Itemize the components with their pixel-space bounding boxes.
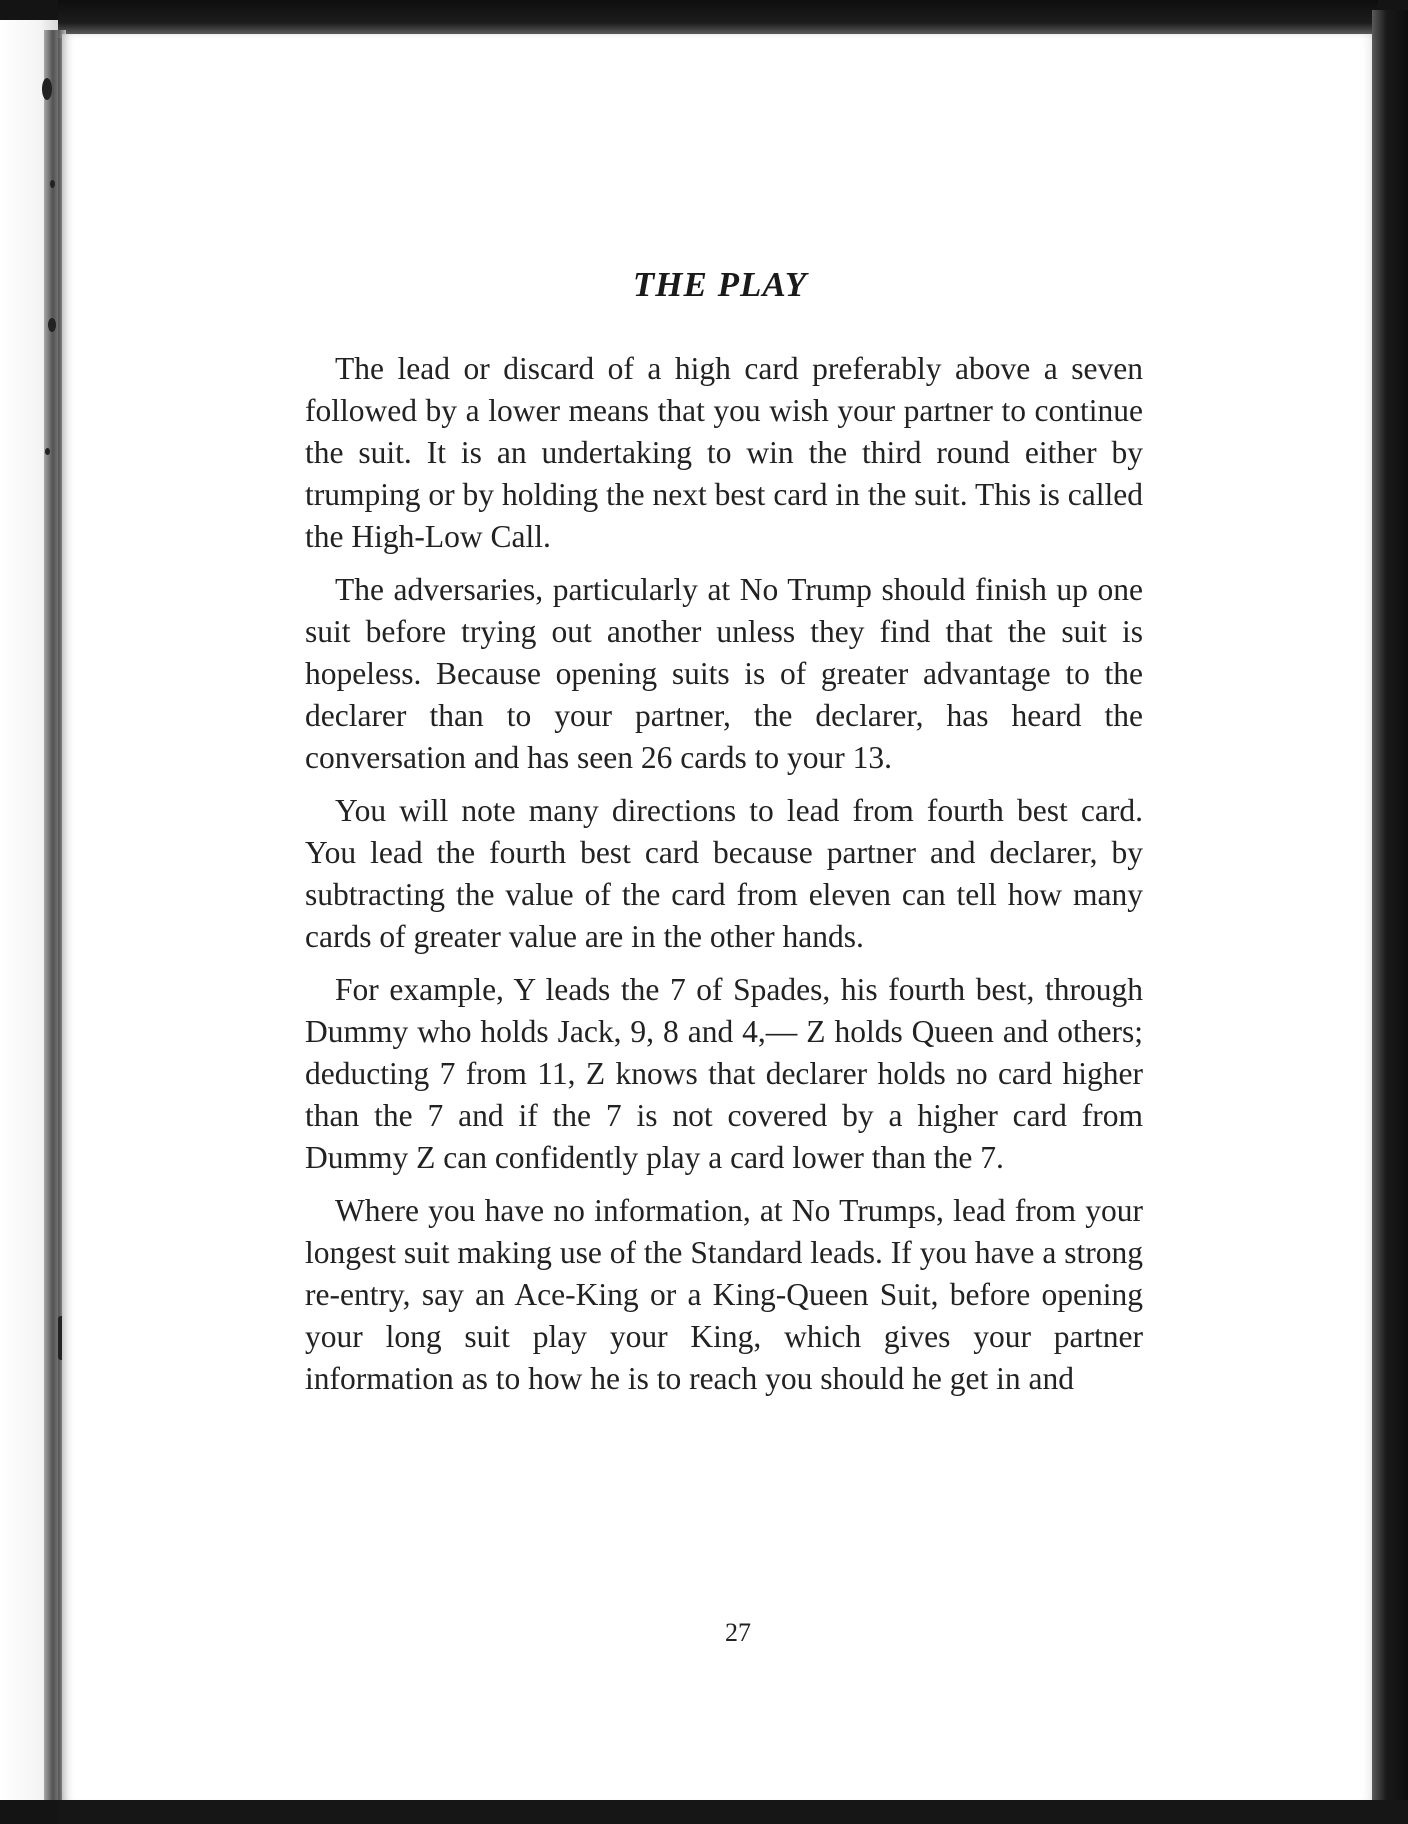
page-number: 27: [725, 1618, 751, 1647]
chapter-heading: THE PLAY: [632, 265, 808, 304]
scan-speck: [45, 448, 50, 455]
paragraph: The adversaries, particularly at No Trump should finish up one suit before trying out another unless they find that the suit is hopeless. Because opening suits is of greater advantage to the declarer than to your partner, the declarer, has heard the conversation and has seen 26 cards to your 13.: [305, 572, 1143, 775]
paragraph: For example, Y leads the 7 of Spades, his fourth best, through Dummy who holds Jack, 9, 8 and 4,— Z holds Queen and others; deducting 7 from 11, Z knows that declarer holds no card higher than the 7 and if the 7 is not covered by a higher card from Dummy Z can confidently play a card lower than the 7.: [305, 972, 1143, 1175]
scan-speck: [50, 180, 55, 188]
paragraph: You will note many directions to lead from fourth best card. You lead the fourth best card because partner and declarer, by subtracting the value of the card from eleven can tell how many cards of greater value are in the other hands.: [305, 793, 1143, 954]
paragraph: Where you have no information, at No Trumps, lead from your longest suit making use of the Standard leads. If you have a strong re-entry, say an Ace-King or a King-Queen Suit, before opening your long suit play your King, which gives your partner information as to how he is to reach you should he get in and: [305, 1193, 1143, 1396]
scan-speck: [48, 318, 56, 332]
scan-bottom-border: [58, 1800, 1408, 1824]
scan-speck: [42, 78, 52, 100]
scan-top-border: [58, 0, 1378, 38]
paragraph: The lead or discard of a high card preferably above a seven followed by a lower means that you wish your partner to continue the suit. It is an undertaking to win the third round either by trumping or by holding the next best card in the suit. This is called the High-Low Call.: [305, 351, 1143, 554]
body-text: [305, 348, 1143, 1411]
